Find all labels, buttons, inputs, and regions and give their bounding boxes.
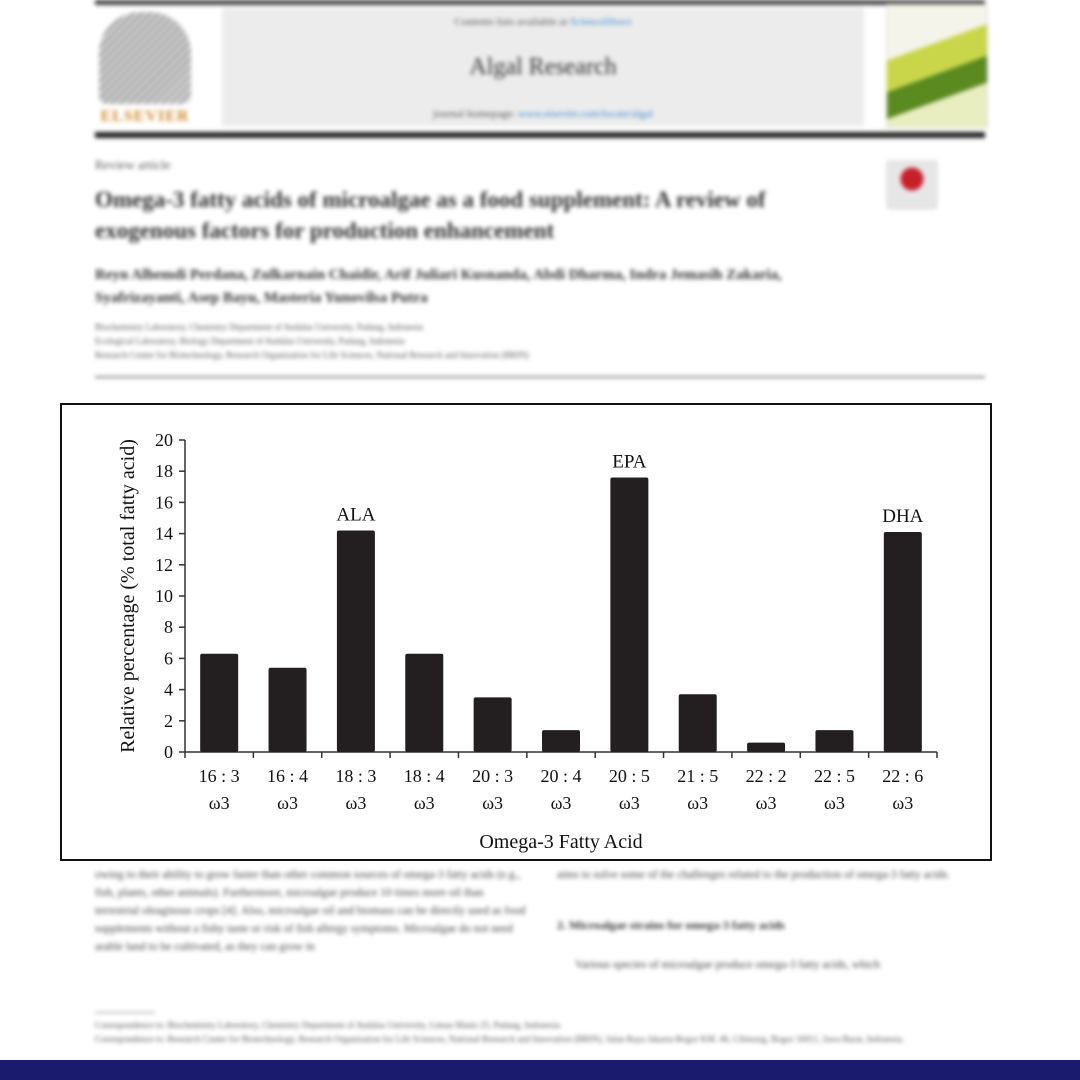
x-axis-label: Omega-3 Fatty Acid <box>479 831 643 853</box>
x-tick-label-omega: ω3 <box>277 793 298 813</box>
article-title: Omega-3 fatty acids of microalgae as a food supplement: A review of exogenous factors for production enhancement <box>95 187 766 243</box>
bar <box>679 694 717 752</box>
y-tick-label: 10 <box>155 586 173 606</box>
author-list: Reyn Alhemdi Perdana, Zulkarnain Chaidir, Arif Juliari Kusnanda, Abdi Dharma, Indra Jemasih Zakaria, Syafrizayanti, Asep Bayu, Masteria Yunovilsa Putra <box>95 267 782 306</box>
tree-icon <box>99 12 191 104</box>
journal-masthead <box>222 8 864 126</box>
homepage-prefix: journal homepage: <box>433 108 518 120</box>
x-tick-label: 22 : 5 <box>813 766 855 786</box>
bottom-band <box>0 1060 1080 1080</box>
x-tick-label-omega: ω3 <box>892 793 914 813</box>
x-tick-label: 16 : 3 <box>198 766 240 786</box>
bar <box>269 668 307 752</box>
bar-annotation: EPA <box>612 451 647 473</box>
footnote-item: Correspondence to: Biochemistry Laboratory, Chemistry Department of Andalas University, Limau Manis 25, Padang, Indonesia. <box>95 1020 562 1030</box>
contents-line <box>222 16 864 28</box>
x-tick-label: 18 : 3 <box>335 766 377 786</box>
body-text-left: owing to their ability to grow faster than other common sources of omega-3 fatty acids (e.g., fish, plants, other animals). Furthermore, microalgae produce 10 times more oil than terrestrial oleaginous crops [4]. Also, microalgae oil and biomass can be directly used as food supplements without a fishy taste or risk of fish allergy symptoms. Microalgae do not need arable land to be cultivated, as they can grow in <box>95 869 526 953</box>
x-axis <box>185 752 937 813</box>
y-axis <box>155 430 185 762</box>
footnote-item: Correspondence to: Research Center for Biotechnology, Research Organization for Life Sciences, National Research and Innovation (BRIN), Jalan Raya Jakarta-Bogor KM. 46, Cibinong, Bogor 16911, Jawa Barat, Indonesia. <box>95 1034 904 1044</box>
x-tick-label: 20 : 5 <box>608 766 650 786</box>
journal-cover-image <box>886 4 988 128</box>
x-tick-label-omega: ω3 <box>413 793 435 813</box>
elsevier-logo <box>95 8 195 126</box>
x-tick-label-omega: ω3 <box>550 793 572 813</box>
x-tick-label: 20 : 3 <box>472 766 514 786</box>
x-tick-label-omega: ω3 <box>482 793 504 813</box>
crossmark-icon[interactable] <box>886 160 938 210</box>
y-tick-label: 0 <box>164 742 173 762</box>
masthead-rule <box>95 132 985 138</box>
homepage-line <box>222 108 864 120</box>
y-tick-label: 16 <box>155 492 173 513</box>
header-divider <box>95 376 985 378</box>
y-tick-label: 14 <box>155 523 173 544</box>
y-tick-label: 18 <box>155 461 173 482</box>
homepage-link[interactable]: www.elsevier.com/locate/algal <box>518 108 653 120</box>
footnotes <box>95 1018 985 1046</box>
bar <box>474 697 512 752</box>
chart-panel <box>60 403 992 861</box>
contents-prefix: Contents lists available at <box>454 16 570 28</box>
x-tick-label: 22 : 2 <box>745 766 787 786</box>
x-tick-label: 18 : 4 <box>403 766 445 786</box>
y-tick-label: 8 <box>164 617 173 638</box>
y-tick-label: 2 <box>164 710 173 731</box>
bar-annotation: DHA <box>882 506 924 528</box>
bar <box>405 654 443 752</box>
sciencedirect-link[interactable]: ScienceDirect <box>569 16 632 28</box>
publisher-wordmark: ELSEVIER <box>100 108 190 125</box>
y-tick-label: 4 <box>164 679 173 700</box>
affiliations <box>95 320 855 362</box>
bar-annotation: ALA <box>336 504 376 526</box>
journal-name: Algal Research <box>469 54 617 80</box>
x-tick-label-omega: ω3 <box>208 793 230 813</box>
bar <box>610 477 648 752</box>
section-heading: 2. Microalgae strains for omega-3 fatty acids <box>557 918 785 932</box>
bar <box>815 730 853 752</box>
x-tick-label-omega: ω3 <box>345 793 367 813</box>
affiliation-item: Ecological Laboratory, Biology Department of Andalas University, Padang, Indonesia <box>95 336 405 346</box>
bar <box>542 730 580 752</box>
y-tick-label: 20 <box>155 430 173 450</box>
x-tick-label-omega: ω3 <box>687 793 709 813</box>
y-axis-label: Relative percentage (% total fatty acid) <box>117 439 139 753</box>
top-rule <box>95 0 985 5</box>
bar <box>747 743 785 752</box>
x-tick-label: 21 : 5 <box>677 766 719 786</box>
bar <box>337 530 375 752</box>
footnote-divider <box>95 1012 155 1013</box>
x-tick-label-omega: ω3 <box>618 793 640 813</box>
x-tick-label-omega: ω3 <box>755 793 777 813</box>
x-tick-label-omega: ω3 <box>824 793 845 813</box>
bars <box>200 477 922 752</box>
y-tick-label: 6 <box>164 648 173 669</box>
bar <box>200 654 238 752</box>
x-tick-label: 20 : 4 <box>540 766 582 786</box>
x-tick-label: 16 : 4 <box>267 766 309 786</box>
bar <box>884 532 922 752</box>
y-tick-label: 12 <box>155 554 173 575</box>
affiliation-item: Research Center for Biotechnology, Research Organization for Life Sciences, National Research and Innovation (BRIN) <box>95 350 529 360</box>
article-type: Review article <box>95 157 171 172</box>
body-text-right-2: Various species of microalgae produce omega-3 fatty acids, which <box>575 959 880 971</box>
bar-chart <box>62 405 990 859</box>
x-tick-label: 22 : 6 <box>882 766 924 786</box>
body-text-right: aims to solve some of the challenges related to the production of omega-3 fatty acids. <box>557 869 951 881</box>
affiliation-item: Biochemistry Laboratory, Chemistry Department of Andalas University, Padang, Indonesia <box>95 322 424 332</box>
